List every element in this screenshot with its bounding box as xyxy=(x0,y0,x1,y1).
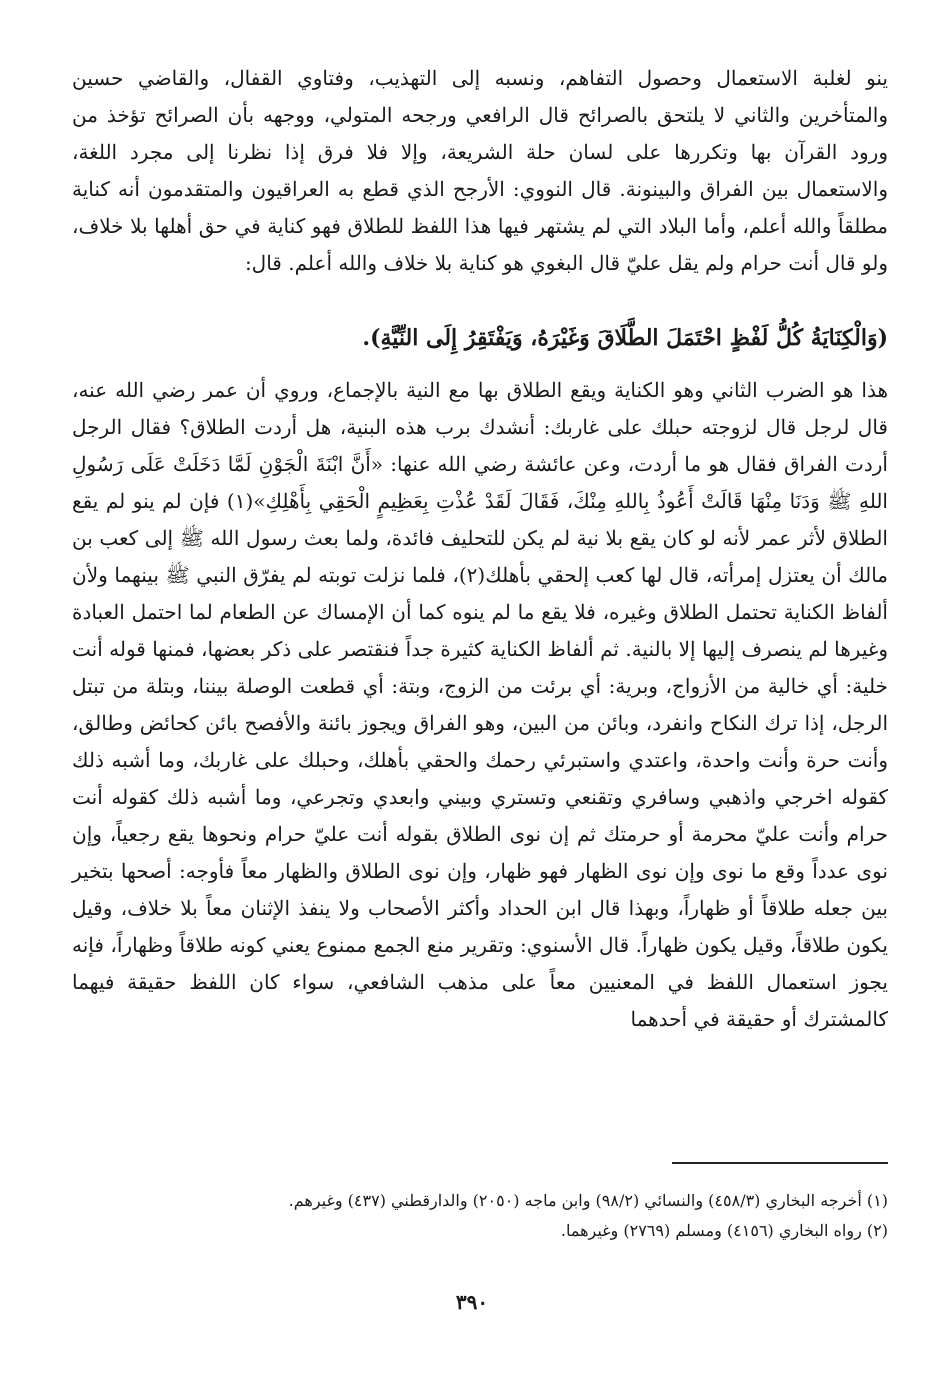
paragraph-1: ينو لغلبة الاستعمال وحصول التفاهم، ونسبه إلى التهذيب، وفتاوي القفال، والقاضي حسين والمتأخرين والثاني لا يلتحق بالصرائح قال الرافعي ورجحه المتولي، ووجهه بأن الصرائح تؤخذ من ورود القرآن بها وتكررها على لسان حلة الشريعة، وإلا فلا فرق إذا نظرنا إلى مجرد اللغة، والاستعمال بين الفراق والبينونة. قال النووي: الأرجح الذي قطع به العراقيون والمتقدمون أنه كناية مطلقاً والله أعلم، وأما البلاد التي لم يشتهر فيها هذا اللفظ للطلاق فهو كناية في حق أهلها بلا خلاف، ولو قال أنت حرام ولم يقل عليّ قال البغوي هو كناية بلا خلاف والله أعلم. قال: xyxy=(72,66,889,275)
page-number: ٣٩٠ xyxy=(455,1290,489,1314)
matn-verse: (وَالْكِنَايَةُ كُلُّ لَفْظٍ احْتَمَلَ الطَّلَاقَ وَغَيْرَهُ، وَيَفْتَقِرُ إِلَى النِّيَّةِ). xyxy=(362,325,888,351)
footnote-1: (١) أخرجه البخاري (٤٥٨/٣) والنسائي (٩٨/٢) وابن ماجه (٢٠٥٠) والدارقطني (٤٣٧) وغيرهم. xyxy=(288,1191,888,1210)
footnote-2: (٢) رواه البخاري (٤١٥٦) ومسلم (٢٧٦٩) وغيرهما. xyxy=(560,1221,888,1240)
paragraph-2: هذا هو الضرب الثاني وهو الكناية ويقع الطلاق بها مع النية بالإجماع، وروي أن عمر رضي الله عنه، قال لرجل قال لزوجته حبلك على غاربك: أنشدك برب هذه البنية، هل أردت الطلاق؟ فقال الرجل أردت الفراق فقال هو ما أردت، وعن عائشة رضي الله عنها: «أَنَّ ابْنَةَ الْجَوْنِ لَمَّا دَخَلَتْ عَلَى رَسُولِ اللهِ ﷺ وَدَنَا مِنْهَا قَالَتْ أَعُوذُ بِاللهِ مِنْكَ، فَقَالَ لَقَدْ عُذْتِ بِعَظِيمٍ الْحَقِي بِأَهْلِكِ»(١) فإن لم ينو لم يقع الطلاق لأثر عمر لأنه لو كان يقع بلا نية لم يكن للتحليف فائدة، ولما بعث رسول الله ﷺ إلى كعب بن مالك أن يعتزل إمرأته، قال لها كعب إلحقي بأهلك(٢)، فلما نزلت توبته لم يفرّق النبي ﷺ بينهما ولأن ألفاظ الكناية تحتمل الطلاق وغيره، فلا يقع ما لم ينوه كما أن الإمساك عن الطعام لما احتمل العبادة وغيرها لم ينصرف إليها إلا بالنية. ثم ألفاظ الكناية كثيرة جداً فنقتصر على ذكر بعضها، فمنها قوله أنت خلية: أي خالية من الأزواج، وبرية: أي برئت من الزوج، وبتة: أي قطعت الوصلة بيننا، وبتلة من تبتل الرجل، إذا ترك النكاح وانفرد، وبائن من البين، وهو الفراق ويجوز بائنة والأفصح بائن كحائض وطالق، وأنت حرة وأنت واحدة، واعتدي واستبرئي رحمك والحقي بأهلك، وحبلك على غاربك، وما أشبه ذلك كقوله اخرجي واذهبي وسافري وتقنعي وتستري وبيني وابعدي وتجرعي، وما أشبه ذلك كقوله أنت حرام وأنت عليّ محرمة أو حرمتك ثم إن نوى الطلاق بقوله أنت عليّ حرام ونحوها يقع رجعياً، وإن نوى عدداً وقع ما نوى وإن نوى الظهار فهو ظهار، وإن نوى الطلاق والظهار معاً فأوجه: أصحها بتخير بين جعله طلاقاً أو ظهاراً، وبهذا قال ابن الحداد وأكثر الأصحاب ولا ينفذ الإثنان معاً بلا خلاف، وقيل يكون طلاقاً، وقيل يكون ظهاراً. قال الأسنوي: وتقرير منع الجمع ممنوع يعني كونه طلاقاً وظهاراً، فإنه يجوز استعمال اللفظ في المعنيين معاً على مذهب الشافعي، سواء كان اللفظ حقيقة فيهما كالمشترك أو حقيقة في أحدهما xyxy=(72,378,889,1031)
footnotes xyxy=(72,1186,888,1246)
footnote-separator xyxy=(672,1162,888,1164)
